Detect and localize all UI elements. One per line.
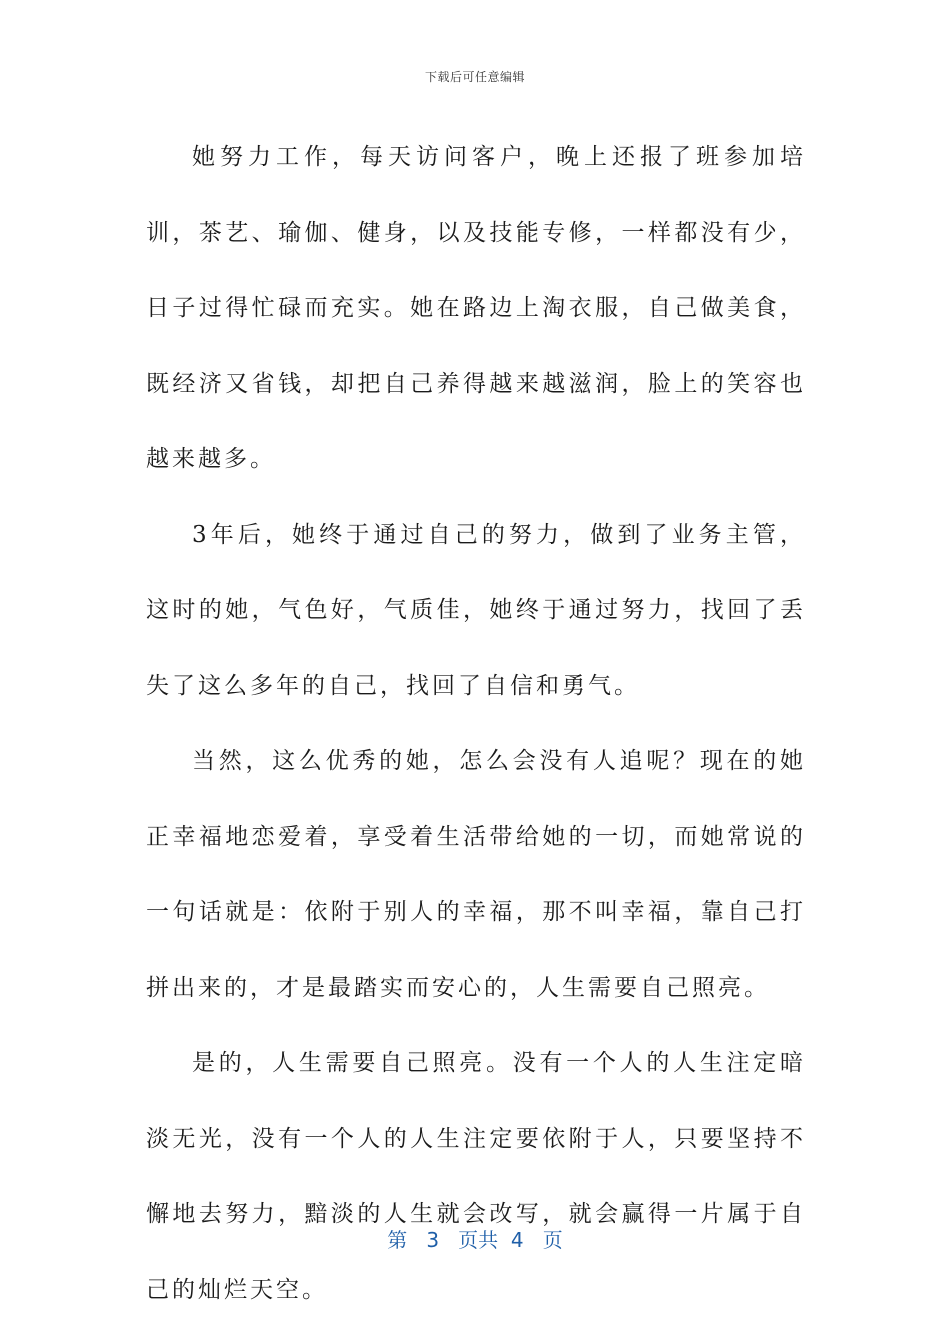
document-body (146, 120, 806, 1328)
paragraph-4: 是的，人生需要自己照亮。没有一个人的人生注定暗淡无光，没有一个人的人生注定要依附于人，只要坚持不懈地去努力，黯淡的人生就会改写，就会赢得一片属于自己的灿烂天空。 (146, 1050, 806, 1303)
paragraph-2: 3年后，她终于通过自己的努力，做到了业务主管，这时的她，气色好，气质佳，她终于通过努力，找回了丢失了这么多年的自己，找回了自信和勇气。 (146, 521, 806, 699)
footer-prefix: 第 (387, 1228, 408, 1252)
paragraph-1: 她努力工作，每天访问客户，晚上还报了班参加培训，茶艺、瑜伽、健身，以及技能专修，一样都没有少，日子过得忙碌而充实。她在路边上淘衣服，自己做美食，既经济又省钱，却把自己养得越来越滋润，脸上的笑容也越来越多。 (146, 144, 806, 472)
footer-total-pages: 4 (510, 1228, 524, 1252)
footer-middle: 页共 (458, 1228, 499, 1252)
footer-suffix: 页 (542, 1228, 563, 1252)
header-note: 下载后可任意编辑 (424, 70, 525, 84)
footer-current-page: 3 (426, 1228, 440, 1252)
paragraph-3: 当然，这么优秀的她，怎么会没有人追呢？现在的她正幸福地恋爱着，享受着生活带给她的一切，而她常说的一句话就是：依附于别人的幸福，那不叫幸福，靠自己打拼出来的，才是最踏实而安心的，人生需要自己照亮。 (146, 748, 806, 1001)
page-footer (0, 1224, 950, 1253)
